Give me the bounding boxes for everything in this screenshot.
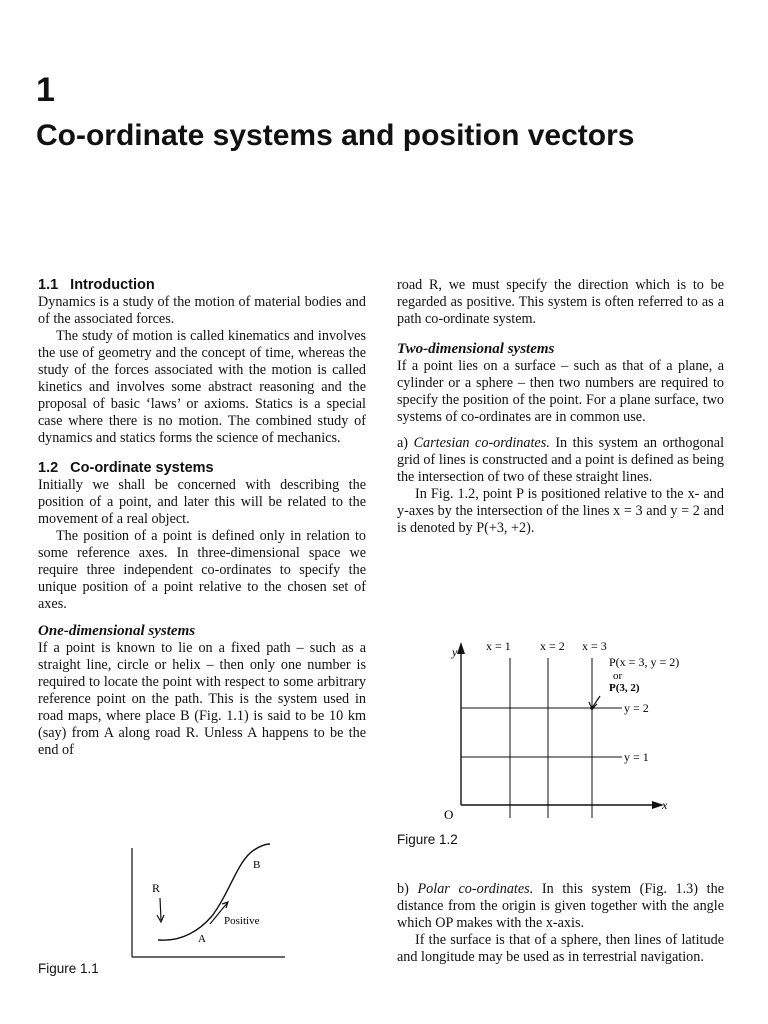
item-text: In this system (Fig. 1.3) the distance from the origin is given together with the angle which OP makes with the x-axis.: [397, 881, 725, 931]
road-label-leader: [160, 898, 161, 920]
label-y1: y = 1: [624, 750, 649, 764]
item-text: In this system an orthogonal grid of lines is constructed and a point is defined as being the intersection of two of these straight lines.: [397, 435, 725, 485]
section-heading-coordinate-systems: [38, 459, 366, 477]
figure-1-1: [120, 830, 300, 970]
point-p-leader: [592, 696, 600, 708]
section-heading-introduction: [38, 276, 366, 294]
subsection-heading-two-dimensional: Two-dimensional systems: [397, 341, 555, 357]
label-axis-y: y: [452, 645, 458, 659]
paragraph: If a point lies on a surface – such as that of a plane, a cylinder or a sphere – then two numbers are required to specify the position of the point. For a plane surface, two systems of co-ordinates are in common use.: [397, 358, 724, 425]
paragraph: If a point is known to lie on a fixed path – such as a straight line, circle or helix – then only one number is required to locate the point with respect to some arbitrary reference point on the path. This is the system used in road maps, where place B (Fig. 1.1) is said to be 10 km (say) from A along road R. Unless A happens to be the end of: [38, 640, 366, 758]
label-x3: x = 3: [582, 639, 607, 653]
label-positive: Positive: [224, 915, 260, 927]
point-p: [590, 706, 594, 710]
label-point-full: P(x = 3, y = 2): [609, 655, 680, 669]
section-number: 1.1: [38, 277, 59, 293]
figure-1-2-caption: Figure 1.2: [397, 832, 458, 847]
label-axis-x: x: [662, 798, 668, 812]
paragraph-cartesian: [397, 435, 724, 486]
left-column: [38, 276, 366, 759]
paragraph: Initially we shall be concerned with describing the position of a point, and later this will be related to the movement of a real object.: [38, 477, 366, 527]
figure-1-1-caption: Figure 1.1: [38, 961, 99, 976]
label-y2: y = 2: [624, 701, 649, 715]
chapter-number: 1: [36, 71, 55, 109]
chapter-title: Co-ordinate systems and position vectors: [36, 119, 635, 152]
term-polar: Polar co-ordinates.: [417, 881, 534, 897]
paragraph: road R, we must specify the direction which is to be regarded as positive. This system is often referred to as a path co-ordinate system.: [397, 277, 724, 327]
subsection-heading-one-dimensional: One-dimensional systems: [38, 623, 196, 639]
label-point-short: P(3, 2): [609, 682, 640, 694]
label-road-r: R: [152, 881, 161, 895]
label-or: or: [613, 670, 623, 682]
right-column-lower: [397, 881, 724, 966]
y-axis-arrowhead: [457, 642, 465, 654]
section-title: Co-ordinate systems: [70, 460, 214, 476]
paragraph: The position of a point is defined only in relation to some reference axes. In three-dimensional space we require three independent co-ordinates to specify the unique position of a point relative to the chosen set of axes.: [38, 528, 366, 612]
item-label: a): [397, 435, 409, 451]
section-title: Introduction: [70, 277, 155, 293]
section-number: 1.2: [38, 460, 59, 476]
label-x1: x = 1: [486, 639, 511, 653]
paragraph: Dynamics is a study of the motion of material bodies and of the associated forces.: [38, 294, 366, 327]
label-origin: O: [444, 807, 454, 822]
paragraph-polar: [397, 881, 724, 932]
label-point-b: B: [253, 859, 261, 871]
figure-1-2: [440, 630, 700, 830]
term-cartesian: Cartesian co-ordinates.: [413, 435, 550, 451]
item-label: b): [397, 881, 409, 897]
paragraph: In Fig. 1.2, point P is positioned relative to the x- and y-axes by the intersection of the lines x = 3 and y = 2 and is denoted by P(+3, +2).: [397, 486, 724, 536]
paragraph: The study of motion is called kinematics and involves the use of geometry and the concept of time, whereas the study of the forces associated with the motion is called kinetics and involves some abstract reasoning and the proposal of basic ‘laws’ or axioms. Statics is a special case where there is no motion. The combined study of dynamics and statics forms the science of mechanics.: [38, 328, 366, 446]
paragraph: If the surface is that of a sphere, then lines of latitude and longitude may be used as in terrestrial navigation.: [397, 932, 724, 965]
label-x2: x = 2: [540, 639, 565, 653]
right-column: [397, 277, 724, 537]
label-point-a: A: [198, 933, 206, 945]
